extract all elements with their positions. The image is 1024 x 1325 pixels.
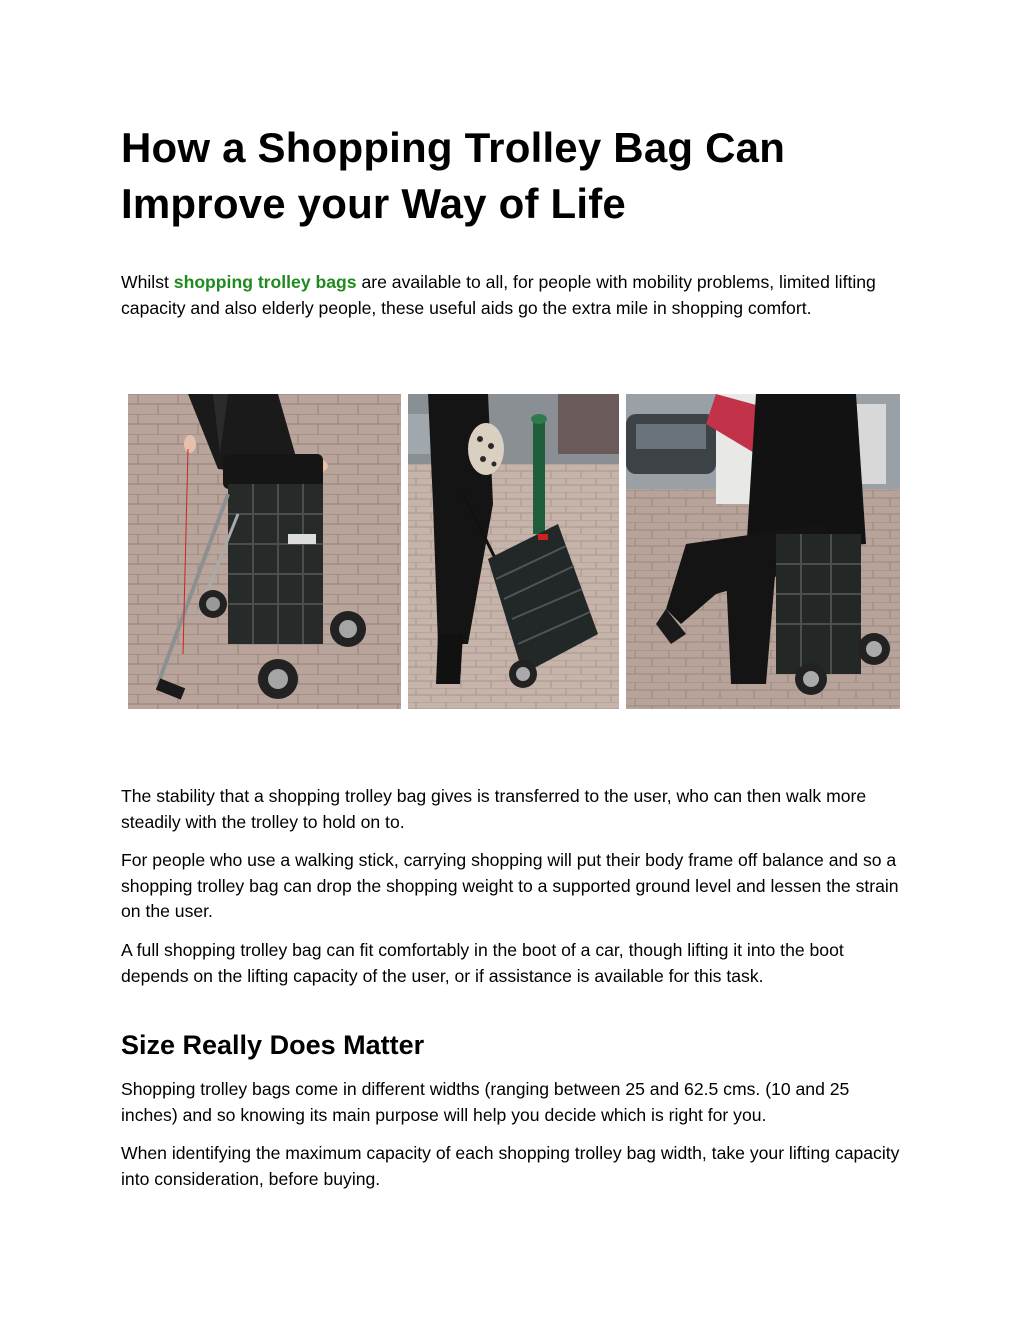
page-title: How a Shopping Trolley Bag Can Improve your Way of Life xyxy=(121,124,786,227)
section-heading: Size Really Does Matter xyxy=(121,1030,425,1060)
shopping-trolley-bags-link[interactable]: shopping trolley bags xyxy=(173,272,357,292)
paragraph-capacity: When identifying the maximum capacity of each shopping trolley bag width, take your lifting capacity into consideration, before buying. xyxy=(121,1143,900,1189)
intro-paragraph xyxy=(121,270,906,321)
paragraph-widths: Shopping trolley bags come in different widths (ranging between 25 and 62.5 cms. (10 and 25 inches) and so knowing its main purpose will help you decide which is right for you. xyxy=(121,1079,850,1125)
trolley-seat-photo xyxy=(128,394,401,709)
intro-text-before: Whilst xyxy=(121,272,174,292)
trolley-photo-strip xyxy=(128,394,900,709)
paragraph-car-boot: A full shopping trolley bag can fit comfortably in the boot of a car, though lifting it into the boot depends on the lifting capacity of the user, or if assistance is available for this task. xyxy=(121,940,844,986)
intro-text-after: are available to all, for people with mobility problems, limited lifting capacity and also elderly people, these useful aids go the extra mile in shopping comfort. xyxy=(121,272,876,318)
paragraph-stability: The stability that a shopping trolley bag gives is transferred to the user, who can then walk more steadily with the trolley to hold on to. xyxy=(121,786,867,832)
trolley-pulling-photo xyxy=(408,394,619,709)
paragraph-walking-stick: For people who use a walking stick, carrying shopping will put their body frame off balance and so a shopping trolley bag can drop the shopping weight to a supported ground level and lessen the strain on the user. xyxy=(121,850,899,922)
trolley-sitting-image xyxy=(626,394,900,709)
trolley-seat-image xyxy=(128,394,401,709)
trolley-sitting-photo xyxy=(626,394,900,709)
trolley-pulling-image xyxy=(408,394,619,709)
